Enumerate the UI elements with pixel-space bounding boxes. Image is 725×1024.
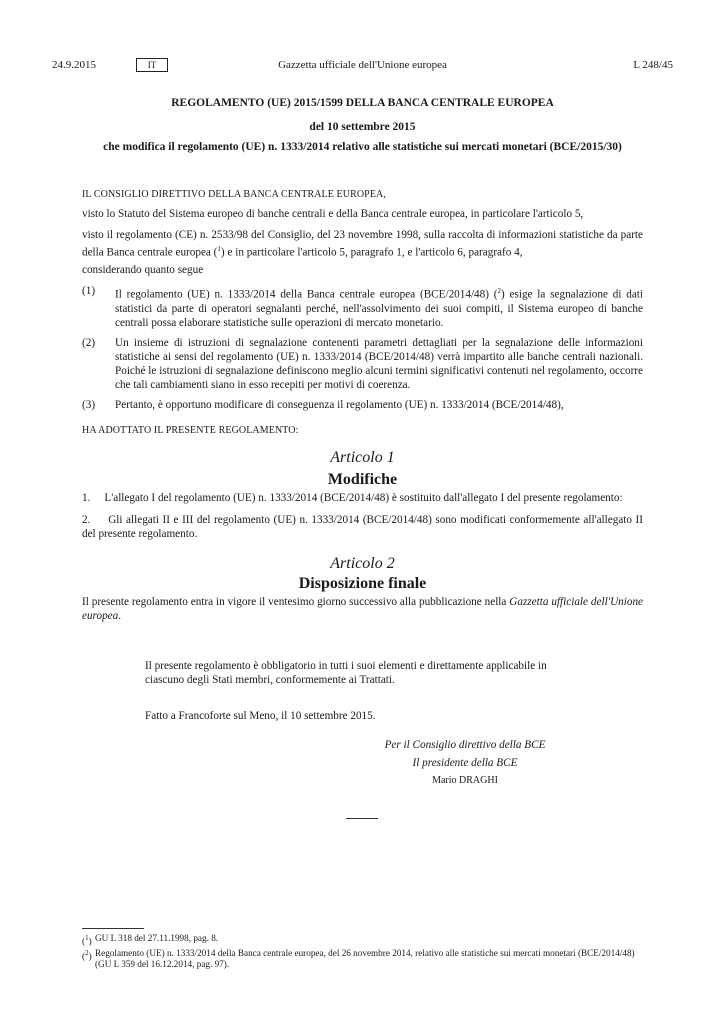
done-at-clause: Fatto a Francoforte sul Meno, il 10 settembre 2015. xyxy=(145,710,376,722)
footnote-text: Regolamento (UE) n. 1333/2014 della Banca centrale europea, del 26 novembre 2014, relativo alle statistiche sui mercati monetari (BCE/2014/48) (GU L 359 del 16.12.2014, pag. 97). xyxy=(95,948,635,970)
article-2-text-b: . xyxy=(118,610,122,622)
footnote-ref-1[interactable]: 1 xyxy=(217,245,221,253)
journal-reference: Gazzetta ufficiale dell'Unione europea xyxy=(82,596,644,622)
regulation-date: del 10 settembre 2015 xyxy=(309,121,416,133)
citation-text-b: ) e in particolare l'articolo 5, paragrafo 1, e l'articolo 6, paragrafo 4, xyxy=(220,246,523,259)
page-number: L 248/45 xyxy=(633,59,673,71)
footnote-number: ($^1$) xyxy=(82,934,92,947)
recital-item xyxy=(82,336,643,392)
binding-clause: Il presente regolamento è obbligatorio in tutti i suoi elementi e direttamente applicabile in ciascuno degli Stati membri, conformemente ai Trattati. xyxy=(145,660,547,686)
citation-regulation xyxy=(82,228,643,260)
citation-statute: visto lo Statuto del Sistema europeo di banche centrali e della Banca centrale europea, in particolare l'articolo 5, xyxy=(82,208,584,220)
footnote-divider xyxy=(82,928,144,929)
recital-item xyxy=(82,284,643,330)
signatory-name: Mario DRAGHI xyxy=(432,775,498,786)
recital-number: (2) xyxy=(82,336,96,349)
footnote-item xyxy=(82,933,643,947)
signature-body: Per il Consiglio direttivo della BCE xyxy=(384,739,546,751)
running-header xyxy=(52,57,673,77)
regulation-subject: che modifica il regolamento (UE) n. 1333/2014 relativo alle statistiche sui mercati monetari (BCE/2015/30) xyxy=(103,141,622,153)
footnote-num-2: 2 xyxy=(85,949,89,958)
footnote-number: ($^2$) xyxy=(82,949,92,962)
recital-number: (3) xyxy=(82,398,96,411)
council-intro: IL CONSIGLIO DIRETTIVO DELLA BANCA CENTRALE EUROPEA, xyxy=(82,189,386,200)
article-2-title: Disposizione finale xyxy=(298,575,427,592)
recital-text: Un insieme di istruzioni di segnalazione contenenti parametri dettagliati per la segnalazione delle informazioni statistiche ai sensi del regolamento (UE) n. 1333/2014 (BCE/2014/48) verrà impartito alle banche centrali nazionali. Poiché le istruzioni di segnalazione definiscono meglio alcuni termini significativi contenuti nel regolamento, occorre che tali cambiamenti siano in esso recepiti per motivi di coerenza. xyxy=(115,336,643,391)
adopted-statement: HA ADOTTATO IL PRESENTE REGOLAMENTO: xyxy=(82,425,299,436)
recital-text: Pertanto, è opportuno modificare di conseguenza il regolamento (UE) n. 1333/2014 (BCE/2014/48), xyxy=(115,398,564,411)
article-1-title: Modifiche xyxy=(327,471,398,488)
whereas-intro: considerando quanto segue xyxy=(82,264,204,276)
recital-text xyxy=(115,284,643,330)
end-divider xyxy=(346,818,378,819)
article-1-paragraph-1: 1. L'allegato I del regolamento (UE) n. 1333/2014 (BCE/2014/48) è sostituito dall'allegato I del presente regolamento: xyxy=(82,492,623,504)
footnotes xyxy=(82,933,643,971)
footnote-text: GU L 318 del 27.11.1998, pag. 8. xyxy=(95,933,219,943)
regulation-title: REGOLAMENTO (UE) 2015/1599 DELLA BANCA CENTRALE EUROPEA xyxy=(171,97,554,109)
recital-item xyxy=(82,398,643,412)
journal-name: Gazzetta ufficiale dell'Unione europea xyxy=(278,59,447,71)
recitals-list xyxy=(82,284,643,418)
recital-number: (1) xyxy=(82,285,96,297)
article-1-number: Articolo 1 xyxy=(330,449,395,466)
footnote-item xyxy=(82,948,643,970)
article-2-text-a: Il presente regolamento entra in vigore il ventesimo giorno successivo alla pubblicazione nella xyxy=(82,596,510,608)
recital-text-b: ) esige la segnalazione di dati statistici da parte di operatori segnalanti perché, nell'assolvimento dei suoi compiti, il Sistema europeo di banche centrali possa elaborare statistiche sulle operazioni di mercato monetario. xyxy=(115,288,643,329)
publication-date: 24.9.2015 xyxy=(52,59,96,71)
language-badge: IT xyxy=(136,58,168,72)
citation-text-a: visto il regolamento (CE) n. 2533/98 del Consiglio, del 23 novembre 1998, sulla raccolta di informazioni statistiche da parte della Banca centrale europea ( xyxy=(82,229,643,259)
signature-role: Il presidente della BCE xyxy=(412,757,518,769)
article-2-number: Articolo 2 xyxy=(330,555,395,572)
article-2-text xyxy=(82,595,643,623)
recital-text-a: Il regolamento (UE) n. 1333/2014 della Banca centrale europea (BCE/2014/48) ( xyxy=(115,288,498,301)
article-1-paragraph-2: 2. Gli allegati II e III del regolamento (UE) n. 1333/2014 (BCE/2014/48) sono modificati conformemente all'allegato II del presente regolamento. xyxy=(82,514,646,540)
footnote-num-1: 1 xyxy=(85,934,89,942)
footnote-ref-2[interactable]: 2 xyxy=(497,287,501,295)
